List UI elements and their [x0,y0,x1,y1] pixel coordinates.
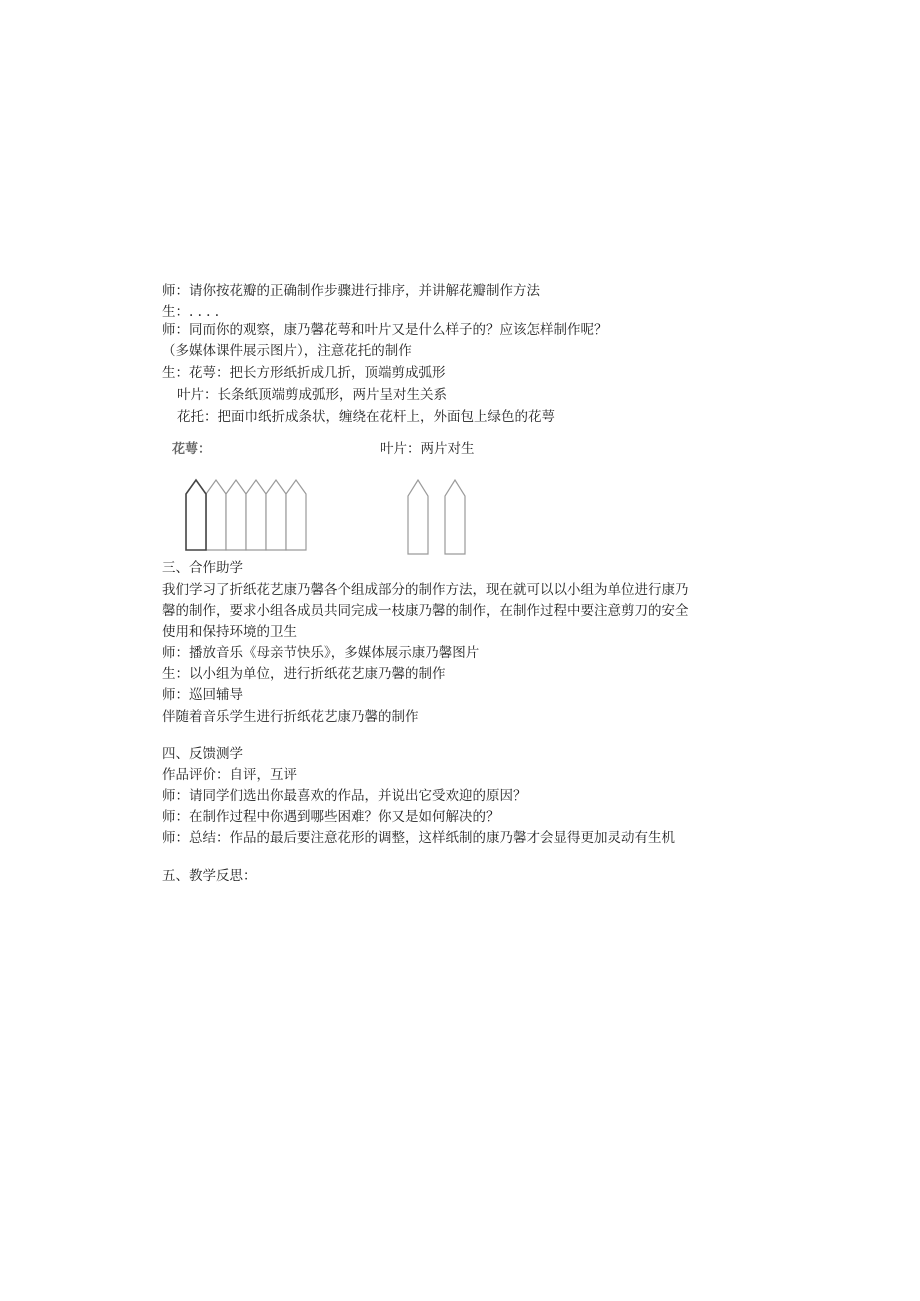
calyx-illustration [180,472,316,556]
text-line: 叶片：长条纸顶端剪成弧形，两片呈对生关系 [177,387,447,403]
text-line: 花托：把面巾纸折成条状，缠绕在花杆上，外面包上绿色的花萼 [177,409,555,425]
text-line: 师：在制作过程中你遇到哪些困难？你又是如何解决的？ [162,809,500,825]
text-line: 馨的制作，要求小组各成员共同完成一枝康乃馨的制作，在制作过程中要注意剪刀的安全 [162,603,689,619]
leaf-illustration [400,476,472,558]
text-line: 生：以小组为单位，进行折纸花艺康乃馨的制作 [162,666,446,682]
text-line: 师：播放音乐《母亲节快乐》，多媒体展示康乃馨图片 [162,645,480,661]
section-heading: 三、合作助学 [162,560,243,576]
text-line: 师：请同学们选出你最喜欢的作品，并说出它受欢迎的原因？ [162,788,527,804]
calyx-figure-label: 花萼： [172,442,212,457]
leaf-figure-label: 叶片：两片对生 [380,441,475,457]
text-line: 作品评价：自评，互评 [162,767,297,783]
section-heading: 四、反馈测学 [162,746,243,762]
text-line: 使用和保持环境的卫生 [162,624,297,640]
text-line: 师：总结：作品的最后要注意花形的调整，这样纸制的康乃馨才会显得更加灵动有生机 [162,830,675,846]
text-line: （多媒体课件展示图片），注意花托的制作 [162,343,412,359]
section-heading: 五、教学反思： [162,868,257,884]
text-line: 师：请你按花瓣的正确制作步骤进行排序，并讲解花瓣制作方法 [162,283,540,299]
text-line: 师：巡回辅导 [162,687,243,703]
text-line: 伴随着音乐学生进行折纸花艺康乃馨的制作 [162,709,419,725]
text-line: 我们学习了折纸花艺康乃馨各个组成部分的制作方法，现在就可以以小组为单位进行康乃 [162,582,689,598]
text-line: 师：同而你的观察，康乃馨花萼和叶片又是什么样子的？应该怎样制作呢？ [162,322,608,338]
text-line: 生：. . . . [162,304,220,320]
text-line: 生：花萼：把长方形纸折成几折，顶端剪成弧形 [162,365,446,381]
